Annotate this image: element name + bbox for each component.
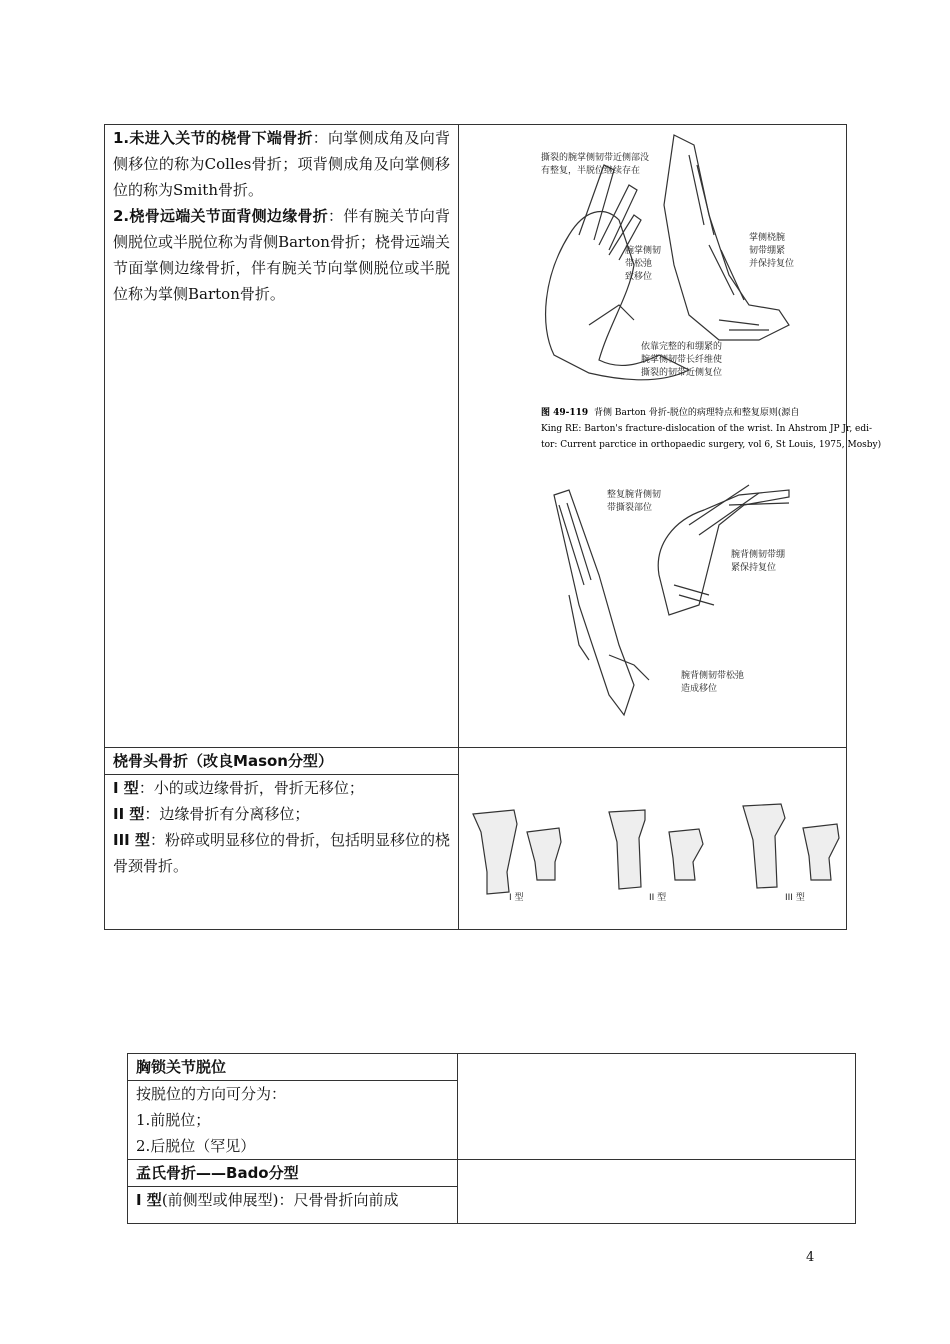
empty-cell <box>458 1054 856 1160</box>
type-label: II 型 <box>649 892 667 903</box>
type-text: ：粉碎或明显移位的骨折，包括明显移位的桡骨颈骨折。 <box>113 831 450 875</box>
type-label: III 型 <box>785 892 805 903</box>
caption-line2: King RE: Barton's fracture-dislocation of the wrist. In Ahstrom JP Jr, edi- <box>541 424 873 434</box>
label-b1: 腕掌侧韧 <box>625 246 662 256</box>
section-heading-suffix: 分型） <box>287 752 333 770</box>
label-d2: 腕掌侧韧带长纤维使 <box>641 355 723 365</box>
header-cell <box>128 1054 458 1081</box>
section-heading: 胸锁关节脱位 <box>136 1058 227 1076</box>
label-e2: 带撕裂部位 <box>607 503 653 513</box>
header-cell <box>128 1160 458 1187</box>
label-b3: 致移位 <box>625 272 653 282</box>
item-number: 2. <box>113 207 130 225</box>
empty-cell <box>458 1160 856 1224</box>
ulna-type2 <box>669 829 703 880</box>
table-row <box>105 125 847 748</box>
text-line: 1.前脱位； <box>136 1111 211 1129</box>
item-number: 1. <box>113 129 130 147</box>
label-b2: 带松弛 <box>625 259 653 269</box>
type-line <box>113 827 450 879</box>
page-number: 4 <box>806 1250 815 1265</box>
label-f1: 腕背侧韧带绷 <box>731 550 786 560</box>
hand-drawing-bottom <box>554 485 789 715</box>
item-text: ：伴有腕关节向背侧脱位或半脱位称为背侧Barton骨折；桡骨远端关节面掌侧边缘骨折，伴有腕关节向掌侧脱位或半脱位称为掌侧Barton骨折。 <box>113 207 450 303</box>
label-e1: 整复腕背侧韧 <box>607 490 662 500</box>
text-line: 按脱位的方向可分为： <box>136 1085 287 1103</box>
item-text: ：向掌侧成角及向背侧移位的称为Colles骨折；项背侧成角及向掌侧移位的称为Smith骨折。 <box>113 129 450 199</box>
section-heading-term: Mason <box>233 752 288 770</box>
caption-line3: tor: Current parctice in orthopaedic surgery, vol 6, St Louis, 1975, Mosby) <box>541 440 882 450</box>
figure-cell <box>459 748 847 930</box>
radius-head-type3 <box>743 804 785 888</box>
table-dislocations <box>127 1053 856 1224</box>
section-heading-suffix: 分型 <box>268 1164 299 1182</box>
type-label: III 型 <box>113 831 150 849</box>
text-line: 2.后脱位（罕见） <box>136 1137 256 1155</box>
mason-classification-figure <box>459 762 847 916</box>
header-cell <box>105 748 459 775</box>
label-a2: 有整复，半脱位继续存在 <box>541 166 641 176</box>
type-text: ：小的或边缘骨折，骨折无移位； <box>138 779 364 797</box>
table-fractures <box>104 124 882 930</box>
item-heading: 桡骨远端关节面背侧边缘骨折 <box>129 207 329 225</box>
paragraph-distal-radius <box>113 125 450 203</box>
figure-cell <box>459 125 882 748</box>
label-c2: 韧带绷紧 <box>749 246 786 256</box>
label-d1: 依靠完整的和绷紧的 <box>641 342 723 352</box>
label-g2: 造成移位 <box>681 684 718 694</box>
text-cell <box>128 1187 458 1224</box>
label-g1: 腕背侧韧带松弛 <box>681 671 745 681</box>
type-label: I 型 <box>509 892 524 903</box>
paragraph-barton <box>113 203 450 307</box>
type-label: II 型 <box>113 805 145 823</box>
label-f2: 紧保持复位 <box>731 563 777 573</box>
type-label: I 型 <box>113 779 139 797</box>
label-d3: 撕裂的韧带近侧复位 <box>641 368 723 378</box>
table-row <box>128 1160 856 1187</box>
type-line <box>136 1187 449 1213</box>
caption-line1: 背侧 Barton 骨折-脱位的病理特点和整复原则(源自 <box>594 408 800 418</box>
section-heading: 桡骨头骨折（改良 <box>113 752 234 770</box>
ulna-type3 <box>803 824 839 880</box>
item-heading: 未进入关节的桡骨下端骨折 <box>129 129 313 147</box>
table-row <box>105 748 847 775</box>
label-a1: 撕裂的腕掌侧韧带近侧部没 <box>541 153 650 163</box>
radius-head-type2 <box>609 810 645 889</box>
label-c3: 并保持复位 <box>749 259 795 269</box>
section-heading-term: Bado <box>226 1164 269 1182</box>
radius-head-type1 <box>473 810 517 894</box>
type-label: I 型 <box>136 1191 162 1209</box>
type-line <box>113 801 450 827</box>
text-cell <box>105 125 459 748</box>
text-cell <box>128 1081 458 1160</box>
type-text: (前侧型或伸展型)：尺骨骨折向前成 <box>161 1191 399 1209</box>
caption-number: 图 49-119 <box>541 408 589 418</box>
type-text: ：边缘骨折有分离移位； <box>144 805 310 823</box>
type-line <box>113 775 450 801</box>
text-cell <box>105 775 459 930</box>
label-c1: 掌侧桡腕 <box>749 233 786 243</box>
ulna-type1 <box>527 828 561 880</box>
barton-fracture-figure <box>459 125 882 747</box>
section-heading: 孟氏骨折—— <box>136 1164 227 1182</box>
table-row <box>128 1054 856 1081</box>
